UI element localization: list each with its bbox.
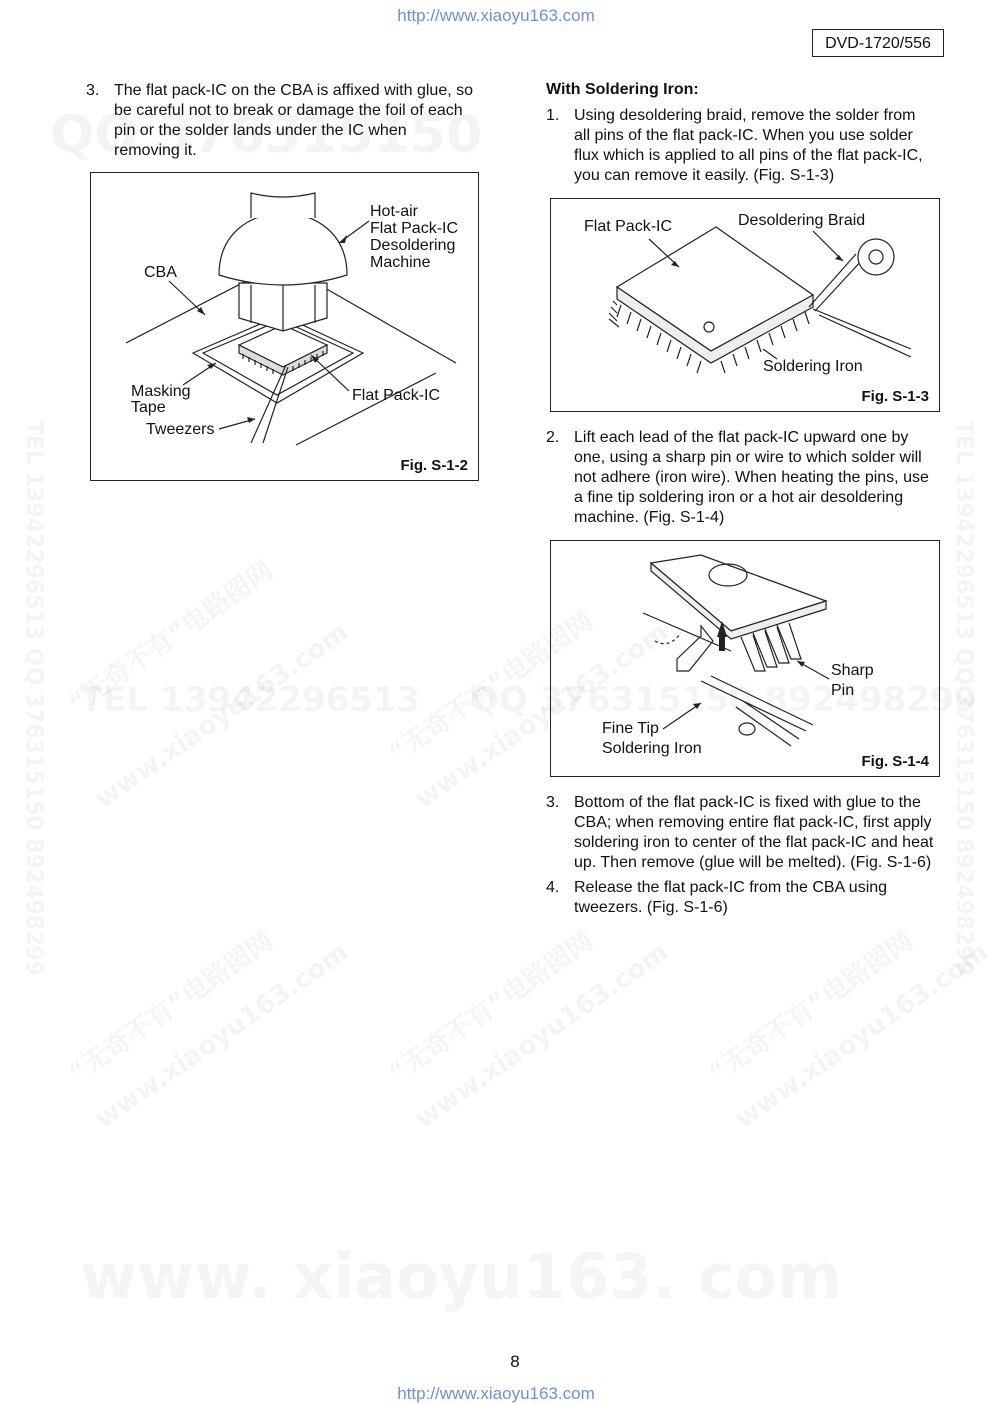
step-number: 3.	[86, 82, 100, 99]
watermark-tel-mid	[80, 680, 420, 720]
header-url[interactable]: http://www.xiaoyu163.com	[397, 6, 595, 25]
step-text	[574, 793, 933, 873]
text-line: CBA; when removing entire flat pack-IC, first apply	[574, 814, 932, 831]
watermark-cn-e	[700, 921, 920, 1090]
label-flat-pack-ic-line: Flat Pack-IC	[370, 220, 459, 237]
watermark-cn-c	[60, 921, 280, 1090]
label-desoldering: Desoldering	[370, 237, 456, 254]
page-number: 8	[510, 1352, 520, 1371]
text-line: all pins of the flat pack-IC. When you use solder	[574, 127, 913, 144]
label-soldering-iron: Soldering Iron	[602, 740, 702, 757]
label-hot-air: Hot-air	[370, 203, 419, 220]
text-line: be careful not to break or damage the foil of each	[114, 102, 463, 119]
figure-s-1-2	[90, 172, 479, 481]
label-masking: Masking	[131, 383, 191, 400]
section-heading: With Soldering Iron:	[546, 81, 699, 98]
step-text	[574, 106, 923, 186]
label-fine-tip: Fine Tip	[602, 720, 659, 737]
label-machine: Machine	[370, 254, 431, 271]
step-number: 1.	[546, 107, 560, 124]
step-text	[574, 878, 887, 918]
text-line: a fine tip soldering iron or a hot air desoldering	[574, 489, 904, 506]
footer-url[interactable]: http://www.xiaoyu163.com	[397, 1384, 595, 1403]
text-line: you can remove it easily. (Fig. S-1-3)	[574, 167, 835, 184]
text-line: The flat pack-IC on the CBA is affixed with glue, so	[114, 82, 473, 99]
step-number: 2.	[546, 429, 560, 446]
label-soldering-iron: Soldering Iron	[763, 358, 863, 375]
label-tape: Tape	[131, 399, 166, 416]
label-sharp: Sharp	[831, 662, 874, 679]
label-flat-pack-ic: Flat Pack-IC	[584, 218, 673, 235]
figure-caption: Fig. S-1-3	[861, 388, 929, 405]
text-line: soldering iron to center of the flat pack-IC and heat	[574, 834, 934, 851]
figure-caption: Fig. S-1-4	[861, 753, 929, 770]
text-line: flux which is applied to all pins of the flat pack-IC,	[574, 147, 923, 164]
text-line: Release the flat pack-IC from the CBA using	[574, 879, 888, 896]
text-line: not adhere (iron wire). When heating the pins, use	[574, 469, 929, 486]
right-step-2	[546, 428, 956, 530]
left-step-3	[86, 81, 496, 163]
watermark-site-d	[410, 937, 674, 1134]
text-line: pin or the solder lands under the IC when	[114, 122, 407, 139]
watermark-site-a	[90, 617, 354, 814]
text-line: tweezers. (Fig. S-1-6)	[574, 899, 728, 916]
watermark-site-e	[730, 937, 992, 1134]
text-line: Lift each lead of the flat pack-IC upward one by	[574, 429, 909, 446]
figure-caption: Fig. S-1-2	[400, 457, 468, 474]
label-pin: Pin	[831, 682, 855, 699]
label-desoldering-braid: Desoldering Braid	[738, 212, 866, 229]
text-line: Bottom of the flat pack-IC is fixed with glue to the	[574, 794, 921, 811]
text-line: Using desoldering braid, remove the solder from	[574, 107, 916, 124]
right-step-1	[546, 106, 956, 188]
watermark-tel-left	[21, 420, 46, 976]
right-step-4	[546, 878, 956, 920]
figure-s-1-3	[550, 198, 940, 412]
model-number-box: DVD-1720/556	[812, 29, 944, 57]
text-line: removing it.	[114, 142, 197, 159]
text-line: up. Then remove (glue will be melted). (Fig. S-1-6)	[574, 854, 932, 871]
watermark-site-bottom	[80, 1240, 842, 1313]
right-step-3	[546, 793, 966, 875]
watermark-site-c	[90, 937, 354, 1134]
step-text	[114, 81, 473, 161]
label-cba: CBA	[144, 264, 177, 281]
step-number: 4.	[546, 879, 560, 896]
label-flat-pack-ic: Flat Pack-IC	[352, 387, 441, 404]
figure-s-1-4	[550, 540, 940, 777]
label-tweezers: Tweezers	[146, 421, 215, 438]
step-text	[574, 428, 929, 528]
step-number: 3.	[546, 794, 560, 811]
watermark-cn-d	[380, 921, 600, 1090]
watermark-cn-a	[60, 551, 280, 720]
text-line: one, using a sharp pin or wire to which solder will	[574, 449, 922, 466]
text-line: machine. (Fig. S-1-4)	[574, 509, 725, 526]
